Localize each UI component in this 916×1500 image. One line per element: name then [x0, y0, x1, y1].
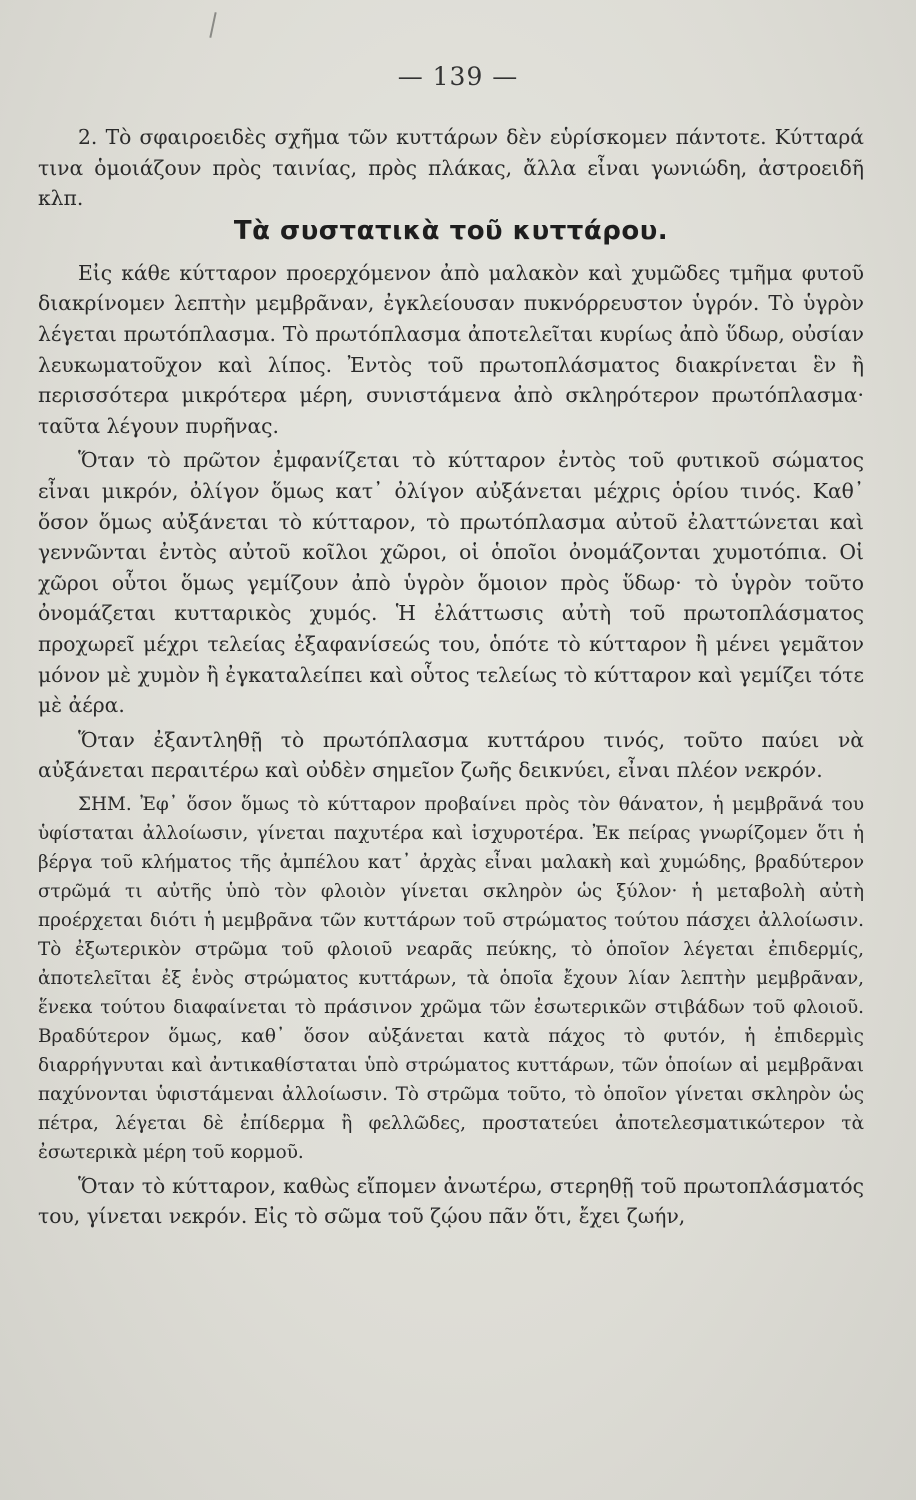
- page-content: [38, 122, 864, 1232]
- page-number: — 139 —: [397, 62, 519, 91]
- paragraph-note: ΣΗΜ. Ἐφ᾽ ὅσον ὅμως τὸ κύτταρον προβαίνει πρὸς τὸν θάνατον, ἡ μεμβρᾶνά του ὑφίσταται ἀλλοίωσιν, γίνεται παχυτέρα καὶ ἰσχυροτέρα. Ἐκ πείρας γνωρίζομεν ὅτι ἡ βέργα τοῦ κλήματος τῆς ἀμπέλου κατ᾽ ἀρχὰς εἶναι μαλακὴ καὶ χυμώδης, βραδύτερον στρῶμά τι αὐτῆς ὑπὸ τὸν φλοιὸν γίνεται σκληρὸν ὡς ξύλον· ἡ μεταβολὴ αὐτὴ προέρχεται διότι ἡ μεμβρᾶνα τῶν κυττάρων τοῦ στρώματος τούτου πάσχει ἀλλοίωσιν. Τὸ ἐξωτερικὸν στρῶμα τοῦ φλοιοῦ νεαρᾶς πεύκης, τὸ ὁποῖον λέγεται ἐπιδερμίς, ἀποτελεῖται ἐξ ἑνὸς στρώματος κυττάρων, τὰ ὁποῖα ἔχουν λίαν λεπτὴν μεμβρᾶναν, ἕνεκα τούτου διαφαίνεται τὸ πράσινον χρῶμα τῶν ἐσωτερικῶν στιβάδων τοῦ φλοιοῦ. Βραδύτερον ὅμως, καθ᾽ ὅσον αὐξάνεται κατὰ πάχος τὸ φυτόν, ἡ ἐπιδερμὶς διαρρήγνυται καὶ ἀντικαθίσταται ὑπὸ στρώματος κυττάρων, τῶν ὁποίων αἱ μεμβρᾶναι παχύνονται ὑφιστάμεναι ἀλλοίωσιν. Τὸ στρῶμα τοῦτο, τὸ ὁποῖον γίνεται σκληρὸν ὡς πέτρα, λέγεται δὲ ἐπίδερμα ἢ φελλῶδες, προστατεύει ἀποτελεσματικώτερον τὰ ἐσωτερικὰ μέρη τοῦ κορμοῦ.: [38, 793, 864, 1163]
- paragraph-cell-shape: 2. Τὸ σφαιροειδὲς σχῆμα τῶν κυττάρων δὲν εὑρίσκομεν πάντοτε. Κύτταρά τινα ὁμοιάζουν πρὸς ταινίας, πρὸς πλάκας, ἄλλα εἶναι γωνιώδη, ἀστροειδῆ κλπ.: [38, 125, 864, 211]
- pencil-mark: [209, 12, 216, 38]
- paragraph-closing: Ὅταν τὸ κύτταρον, καθὼς εἴπομεν ἀνωτέρω, στερηθῇ τοῦ πρωτοπλάσματός του, γίνεται νεκρόν. Εἰς τὸ σῶμα τοῦ ζῴου πᾶν ὅτι, ἔχει ζωήν,: [38, 1173, 864, 1229]
- section-heading: Τὰ συστατικὰ τοῦ κυττάρου.: [233, 215, 669, 246]
- paragraph-cell-death: Ὅταν ἐξαντληθῇ τὸ πρωτόπλασμα κυττάρου τινός, τοῦτο παύει νὰ αὐξάνεται περαιτέρω καὶ οὐδὲν σημεῖον ζωῆς δεικνύει, εἶναι πλέον νεκρόν.: [38, 727, 864, 783]
- paragraph-cell-components: Εἰς κάθε κύτταρον προερχόμενον ἀπὸ μαλακὸν καὶ χυμῶδες τμῆμα φυτοῦ διακρίνομεν λεπτὴν μεμβρᾶναν, ἐγκλείουσαν πυκνόρρευστον ὑγρόν. Τὸ ὑγρὸν λέγεται πρωτόπλασμα. Τὸ πρωτόπλασμα ἀποτελεῖται κυρίως ἀπὸ ὕδωρ, οὐσίαν λευκωματοῦχον καὶ λίπος. Ἐντὸς τοῦ πρωτοπλάσματος διακρίνεται ἓν ἢ περισσότερα μικρότερα μέρη, συνιστάμενα ἀπὸ σκληρότερον πρωτόπλασμα· ταῦτα λέγουν πυρῆνας.: [38, 260, 864, 438]
- paragraph-cell-growth: Ὅταν τὸ πρῶτον ἐμφανίζεται τὸ κύτταρον ἐντὸς τοῦ φυτικοῦ σώματος εἶναι μικρόν, ὀλίγον ὅμως κατ᾽ ὀλίγον αὐξάνεται μέχρις ὁρίου τινός. Καθ᾽ ὅσον ὅμως αὐξάνεται τὸ κύτταρον, τὸ πρωτόπλασμα αὐτοῦ ἐλαττώνεται καὶ γεννῶνται ἐντὸς αὐτοῦ κοῖλοι χῶροι, οἱ ὁποῖοι ὀνομάζονται χυμοτόπια. Οἱ χῶροι οὗτοι ὅμως γεμίζουν ἀπὸ ὑγρὸν ὅμοιον πρὸς ὕδωρ· τὸ ὑγρὸν τοῦτο ὀνομάζεται κυτταρικὸς χυμός. Ἡ ἐλάττωσις αὐτὴ τοῦ πρωτοπλάσματος προχωρεῖ μέχρι τελείας ἐξαφανίσεώς του, ὁπότε τὸ κύτταρον ἢ μένει γεμᾶτον μόνον μὲ χυμὸν ἢ ἐγκαταλείπει καὶ οὗτος τελείως τὸ κύτταρον καὶ γεμίζει τότε μὲ ἀέρα.: [38, 448, 864, 718]
